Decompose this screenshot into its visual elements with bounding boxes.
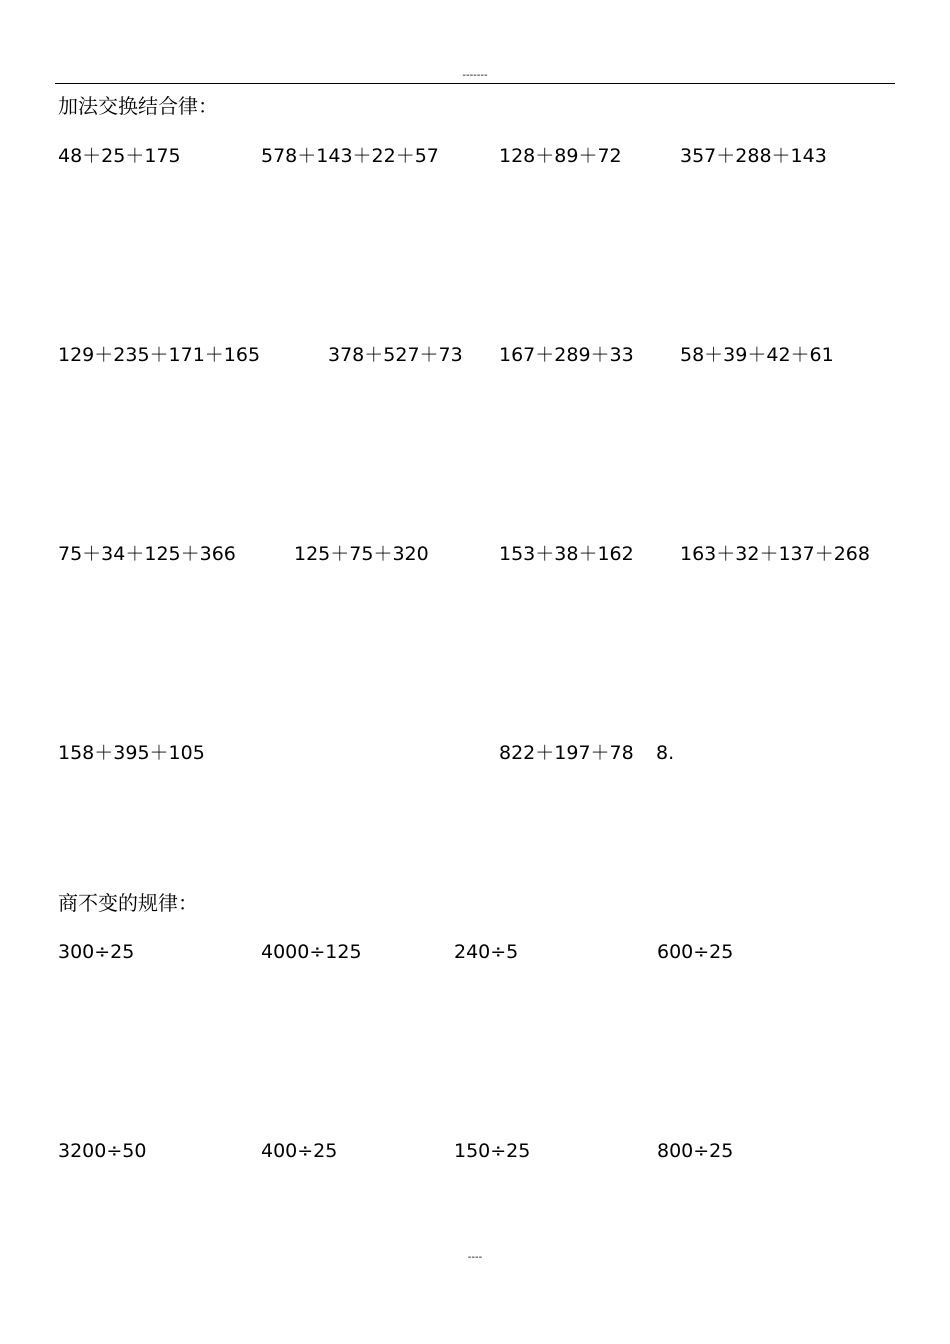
division-problem: 600÷25 — [657, 941, 734, 963]
addition-problem: 153＋38＋162 — [499, 543, 634, 565]
division-problem: 300÷25 — [58, 941, 135, 963]
addition-problem: 357＋288＋143 — [680, 145, 827, 167]
division-problem: 4000÷125 — [261, 941, 362, 963]
header-mark: ------- — [462, 70, 488, 81]
addition-problem: 163＋32＋137＋268 — [680, 543, 870, 565]
addition-problem: 822＋197＋78 — [499, 742, 634, 764]
addition-problem: 8. — [656, 742, 675, 764]
addition-problem: 129＋235＋171＋165 — [58, 344, 261, 366]
division-problem: 3200÷50 — [58, 1140, 147, 1162]
addition-problem: 58＋39＋42＋61 — [680, 344, 834, 366]
division-problem: 150÷25 — [454, 1140, 531, 1162]
footer-mark: ---- — [467, 1252, 483, 1263]
header-rule — [55, 83, 895, 84]
division-problem: 400÷25 — [261, 1140, 338, 1162]
division-problem: 800÷25 — [657, 1140, 734, 1162]
addition-problem: 75＋34＋125＋366 — [58, 543, 236, 565]
addition-problem: 48＋25＋175 — [58, 145, 181, 167]
addition-section-title: 加法交换结合律： — [58, 94, 218, 118]
quotient-section-title: 商不变的规律： — [58, 891, 198, 915]
addition-problem: 158＋395＋105 — [58, 742, 205, 764]
addition-problem: 125＋75＋320 — [294, 543, 429, 565]
addition-problem: 167＋289＋33 — [499, 344, 634, 366]
addition-problem: 128＋89＋72 — [499, 145, 622, 167]
addition-problem: 378＋527＋73 — [328, 344, 463, 366]
addition-problem: 578＋143＋22＋57 — [261, 145, 439, 167]
division-problem: 240÷5 — [454, 941, 519, 963]
